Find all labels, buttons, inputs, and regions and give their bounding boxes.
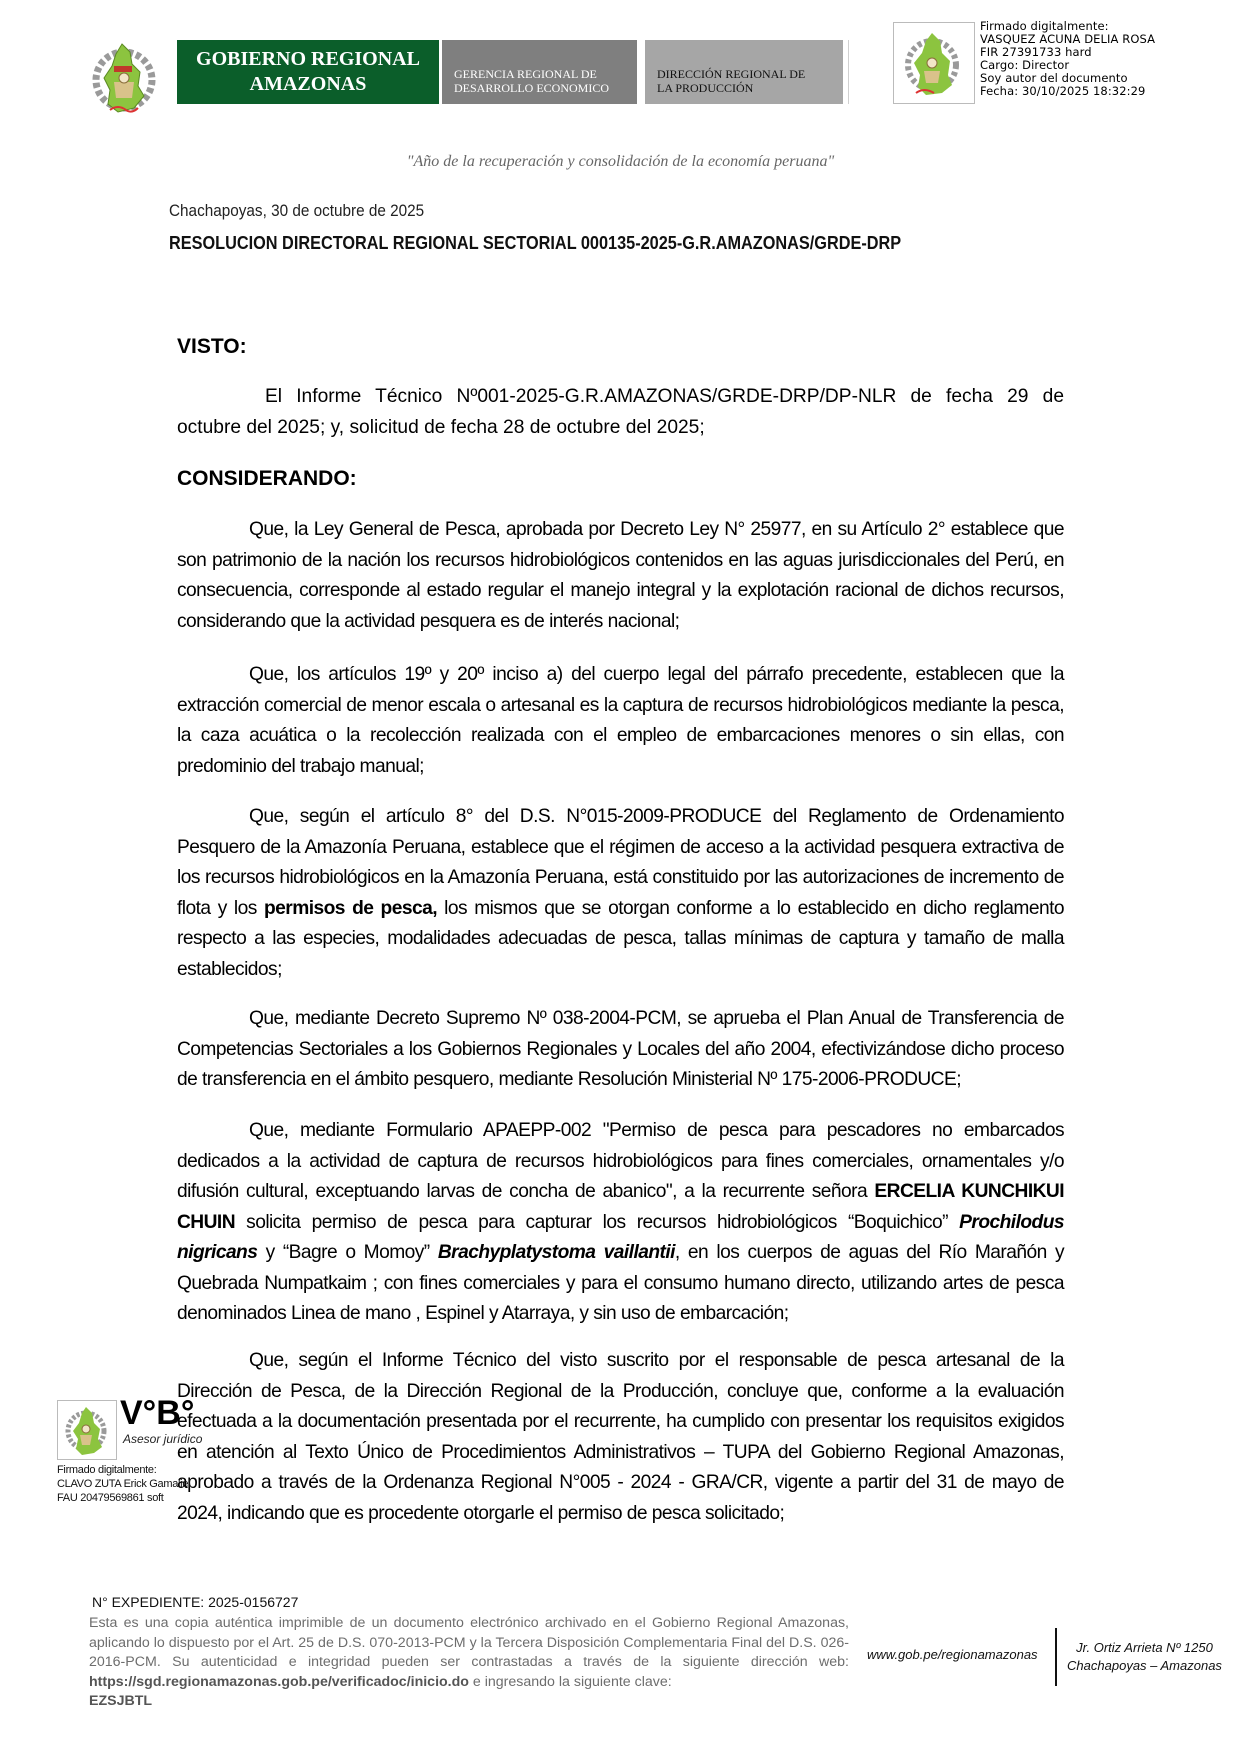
considerando-paragraph-4 bbox=[177, 1004, 1064, 1096]
species-name-1: Prochilodus nigricans bbox=[177, 1211, 1064, 1263]
considerando-paragraph-5 bbox=[177, 1116, 1064, 1330]
vobo-signature-line: Firmado digitalmente: bbox=[57, 1464, 157, 1476]
header-gerencia-line1: GERENCIA REGIONAL DE bbox=[454, 67, 597, 81]
paragraph-text: Que, según el artículo 8° del D.S. N°015-2009-PRODUCE del Reglamento de Ordenamiento Pesquero de la Amazonía Peruana, establece que el régimen de acceso a la actividad pesquera extractiva de los recursos hidrobiológicos en la Amazonía Peruana, está constituido por las autorizaciones de incremento de flota y los bbox=[177, 806, 1064, 919]
address bbox=[1062, 1639, 1227, 1675]
vobo-role: Asesor jurídico bbox=[123, 1432, 203, 1446]
vobo-signature bbox=[57, 1463, 190, 1505]
authenticity-notice bbox=[89, 1614, 849, 1712]
resolution-title: RESOLUCION DIRECTORAL REGIONAL SECTORIAL 000135-2025-G.R.AMAZONAS/GRDE-DRP bbox=[169, 232, 902, 253]
paragraph-text: Que, mediante Formulario APAEPP-002 "Permiso de pesca para pescadores no embarcados dedicados a la actividad de captura de recursos hidrobiológicos para fines comerciales, ornamentales y/o difusión cultural, exceptuando larvas de concha de abanico", a la recurrente señora bbox=[177, 1120, 1064, 1202]
paragraph-text: , en los cuerpos de aguas del Río Marañón y Quebrada Numpatkaim ; con fines comerciales y para el consumo humano directo, utilizando artes de pesca denominados Linea de mano , Espinel y Atarraya, y sin uso de embarcación; bbox=[177, 1242, 1064, 1324]
visto-heading: VISTO: bbox=[177, 335, 247, 358]
header-divider bbox=[848, 40, 849, 104]
applicant-name: ERCELIA KUNCHIKUI CHUIN bbox=[177, 1181, 1064, 1233]
header-gobierno-line1: GOBIERNO REGIONAL bbox=[196, 48, 420, 70]
header-gobierno-line2: AMAZONAS bbox=[249, 73, 367, 95]
header-gerencia-line2: DESARROLLO ECONOMICO bbox=[454, 81, 610, 95]
header-direccion bbox=[645, 40, 843, 104]
header-gerencia bbox=[442, 40, 637, 104]
digital-signature-text bbox=[980, 20, 1155, 98]
authenticity-text: e ingresando la siguiente clave: bbox=[468, 1673, 672, 1690]
considerando-paragraph-6 bbox=[177, 1346, 1064, 1529]
digital-signature-stamp-icon bbox=[893, 22, 975, 104]
considerando-paragraph-2 bbox=[177, 660, 1064, 782]
species-name-2: Brachyplatystoma vaillantii bbox=[437, 1242, 675, 1263]
paragraph-text: Que, la Ley General de Pesca, aprobada por Decreto Ley N° 25977, en su Artículo 2° establece que son patrimonio de la nación los recursos hidrobiológicos contenidos en las aguas jurisdiccionales del Perú, en consecuencia, corresponde al estado regular el manejo integral y la explotación racional de dichos recursos, considerando que la actividad pesquera es de interés nacional; bbox=[177, 519, 1064, 632]
paragraph-text: solicita permiso de pesca para capturar los recursos hidrobiológicos “Boquichico” bbox=[235, 1211, 960, 1233]
considerando-paragraph-1 bbox=[177, 515, 1064, 637]
header-direccion-line1: DIRECCIÓN REGIONAL DE bbox=[657, 67, 806, 81]
paragraph-text: Que, según el Informe Técnico del visto suscrito por el responsable de pesca artesanal de la Dirección de Pesca, de la Dirección Regional de la Producción, concluye que, conforme a la evaluación efectuada a la documentación presentada por el recurrente, ha cumplido con presentar los requisitos exigidos en atención al Texto Único de Procedimientos Administrativos – TUPA del Gobierno Regional Amazonas, aprobado a través de la Ordenanza Regional N°005 - 2024 - GRA/CR, vigente a partir del 31 de mayo de 2024, indicando que es procedente otorgarle el permiso de pesca solicitado; bbox=[177, 1350, 1064, 1524]
paragraph-text: los mismos que se otorgan conforme a lo establecido en dicho reglamento respecto a las especies, modalidades adecuadas de pesca, tallas mínimas de captura y tamaño de malla establecidos; bbox=[177, 897, 1064, 980]
visto-paragraph bbox=[177, 382, 1064, 443]
signature-line: Firmado digitalmente: bbox=[980, 19, 1109, 33]
verification-key: EZSJBTL bbox=[89, 1693, 153, 1709]
footer-divider bbox=[1055, 1628, 1057, 1686]
paragraph-text: Que, mediante Decreto Supremo Nº 038-2004-PCM, se aprueba el Plan Anual de Transferencia de Competencias Sectoriales a los Gobiernos Regionales y Locales del año 2004, efectivizándose dicho proceso de transferencia en el ámbito pesquero, mediante Resolución Ministerial Nº 175-2006-PRODUCE; bbox=[177, 1008, 1064, 1090]
header-gobierno-regional bbox=[177, 40, 439, 104]
amazonas-emblem-logo bbox=[88, 38, 160, 118]
verify-url-link[interactable]: https://sgd.regionamazonas.gob.pe/verificadoc/inicio.do bbox=[89, 1673, 469, 1690]
considerando-heading: CONSIDERANDO: bbox=[177, 467, 357, 490]
website-link[interactable]: www.gob.pe/regionamazonas bbox=[867, 1647, 1038, 1662]
paragraph-text: y “Bagre o Momoy” bbox=[257, 1242, 438, 1263]
expediente-number: N° EXPEDIENTE: 2025-0156727 bbox=[92, 1594, 299, 1610]
emphasis-permisos-de-pesca: permisos de pesca, bbox=[263, 897, 437, 919]
signature-line: Cargo: Director bbox=[980, 58, 1070, 72]
paragraph-text: Que, los artículos 19º y 20º inciso a) del cuerpo legal del párrafo precedente, establecen que la extracción comercial de menor escala o artesanal es la captura de recursos hidrobiológicos mediante la pesca, la caza acuática o la recolección realizada con el empleo de embarcaciones menores o sin ellas, con predominio del trabajo manual; bbox=[177, 664, 1064, 777]
signature-line: Soy autor del documento bbox=[980, 71, 1128, 85]
place-date: Chachapoyas, 30 de octubre de 2025 bbox=[169, 201, 425, 220]
signature-line: Fecha: 30/10/2025 18:32:29 bbox=[980, 84, 1146, 98]
considerando-paragraph-3 bbox=[177, 802, 1064, 985]
address-line: Jr. Ortiz Arrieta Nº 1250 bbox=[1076, 1640, 1213, 1655]
vobo-signature-line: FAU 20479569861 soft bbox=[57, 1492, 164, 1504]
vobo-stamp-icon bbox=[57, 1400, 117, 1460]
signature-line: VASQUEZ ACUNA DELIA ROSA bbox=[980, 32, 1156, 46]
visto-text: El Informe Técnico Nº001-2025-G.R.AMAZONAS/GRDE-DRP/DP-NLR de fecha 29 de octubre del 2025; y, solicitud de fecha 28 de octubre del 2025; bbox=[177, 386, 1064, 438]
signature-line: FIR 27391733 hard bbox=[980, 45, 1092, 59]
address-line: Chachapoyas – Amazonas bbox=[1067, 1658, 1222, 1673]
header-direccion-line2: LA PRODUCCIÓN bbox=[657, 81, 754, 95]
vobo-mark: V°B° bbox=[120, 1394, 195, 1432]
year-motto: "Año de la recuperación y consolidación de la economía peruana" bbox=[406, 153, 835, 170]
vobo-signature-line: CLAVO ZUTA Erick Gamaliel bbox=[57, 1478, 191, 1490]
authenticity-text: Esta es una copia auténtica imprimible de un documento electrónico archivado en el Gobierno Regional Amazonas, aplicando lo dispuesto por el Art. 25 de D.S. 070-2013-PCM y la Tercera Disposición Complementaria Final del D.S. 026-2016-PCM. Su autenticidad e integridad pueden ser contrastadas a través de la siguiente dirección web: bbox=[89, 1615, 849, 1670]
